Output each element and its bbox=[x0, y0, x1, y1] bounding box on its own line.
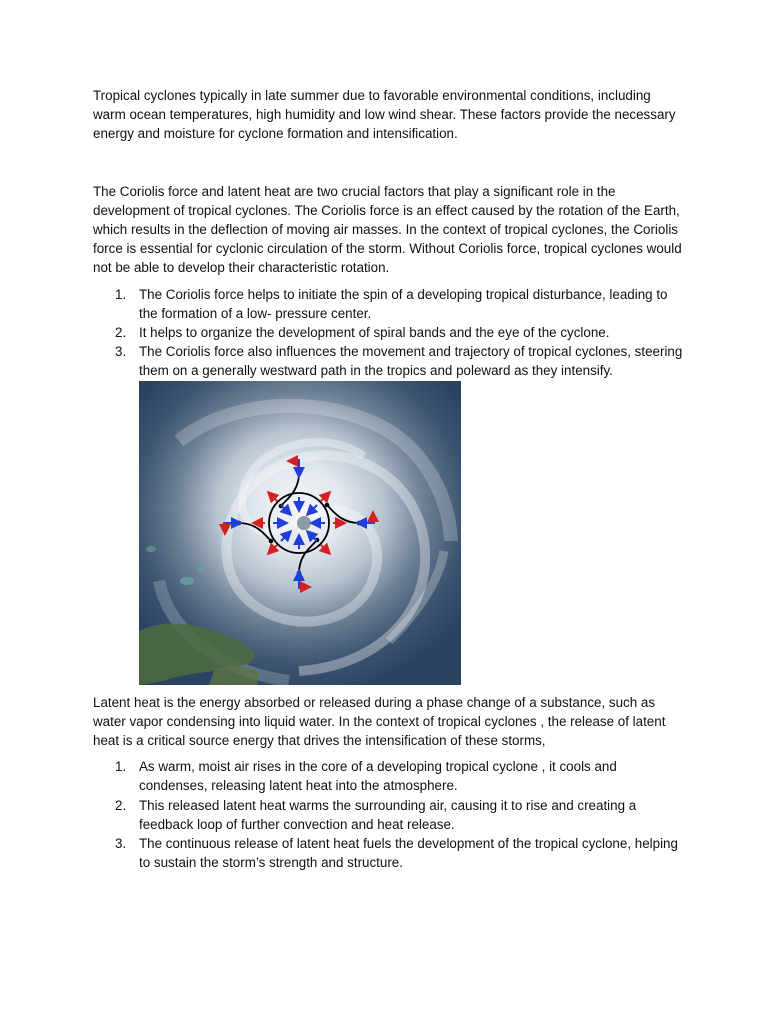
list-number: 3. bbox=[115, 344, 127, 360]
list-number: 3. bbox=[115, 836, 127, 852]
list-number: 1. bbox=[115, 286, 127, 302]
list-item-text: As warm, moist air rises in the core of a developing tropical cyclone , it cools and condenses, releasing latent heat into the atmosphere. bbox=[139, 759, 617, 794]
list-item-text: The Coriolis force helps to initiate the spin of a developing tropical disturbance, leading to the formation of a low- pressure center. bbox=[139, 286, 668, 321]
list-item bbox=[93, 757, 683, 795]
list-item-text: The Coriolis force also influences the movement and trajectory of tropical cyclones, steering them on a generally westward path in the tropics and poleward as they intensify. bbox=[139, 344, 683, 379]
list-item-text: It helps to organize the development of spiral bands and the eye of the cyclone. bbox=[139, 325, 610, 341]
list-item-text: This released latent heat warms the surrounding air, causing it to rise and creating a feedback loop of further convection and heat release. bbox=[139, 797, 637, 832]
list-item-text: The continuous release of latent heat fuels the development of the tropical cyclone, helping to sustain the storm’s strength and structure. bbox=[139, 836, 678, 871]
latent-heat-paragraph: Latent heat is the energy absorbed or released during a phase change of a substance, such as water vapor condensing into liquid water. In the context of tropical cyclones , the release of latent heat is a critical source energy that drives the intensification of these storms, bbox=[93, 694, 666, 749]
coriolis-paragraph: The Coriolis force and latent heat are two crucial factors that play a significant role in the development of tropical cyclones. The Coriolis force is an effect caused by the rotation of the Earth, which results in the deflection of moving air masses. In the context of tropical cyclones, the Coriolis force is essential for cyclonic circulation of the storm. Without Coriolis force, tropical cyclones would not be able to develop their characteristic rotation. bbox=[93, 183, 682, 276]
intro-paragraph: Tropical cyclones typically in late summer due to favorable environmental conditions, including warm ocean temperatures, high humidity and low wind shear. These factors provide the necessary energy and moisture for cyclone formation and intensification. bbox=[93, 88, 676, 142]
latent-heat-list bbox=[93, 757, 683, 872]
list-item bbox=[93, 342, 683, 380]
list-item bbox=[93, 796, 683, 834]
storm-eye bbox=[297, 516, 311, 530]
list-number: 2. bbox=[115, 325, 127, 341]
coriolis-list bbox=[93, 285, 683, 381]
list-item bbox=[93, 323, 683, 342]
list-item bbox=[93, 834, 683, 872]
list-item bbox=[93, 285, 683, 323]
document-page bbox=[93, 86, 683, 872]
list-number: 2. bbox=[115, 797, 127, 813]
hurricane-satellite-figure bbox=[139, 381, 461, 685]
hurricane-coriolis-diagram bbox=[139, 381, 461, 685]
list-number: 1. bbox=[115, 759, 127, 775]
